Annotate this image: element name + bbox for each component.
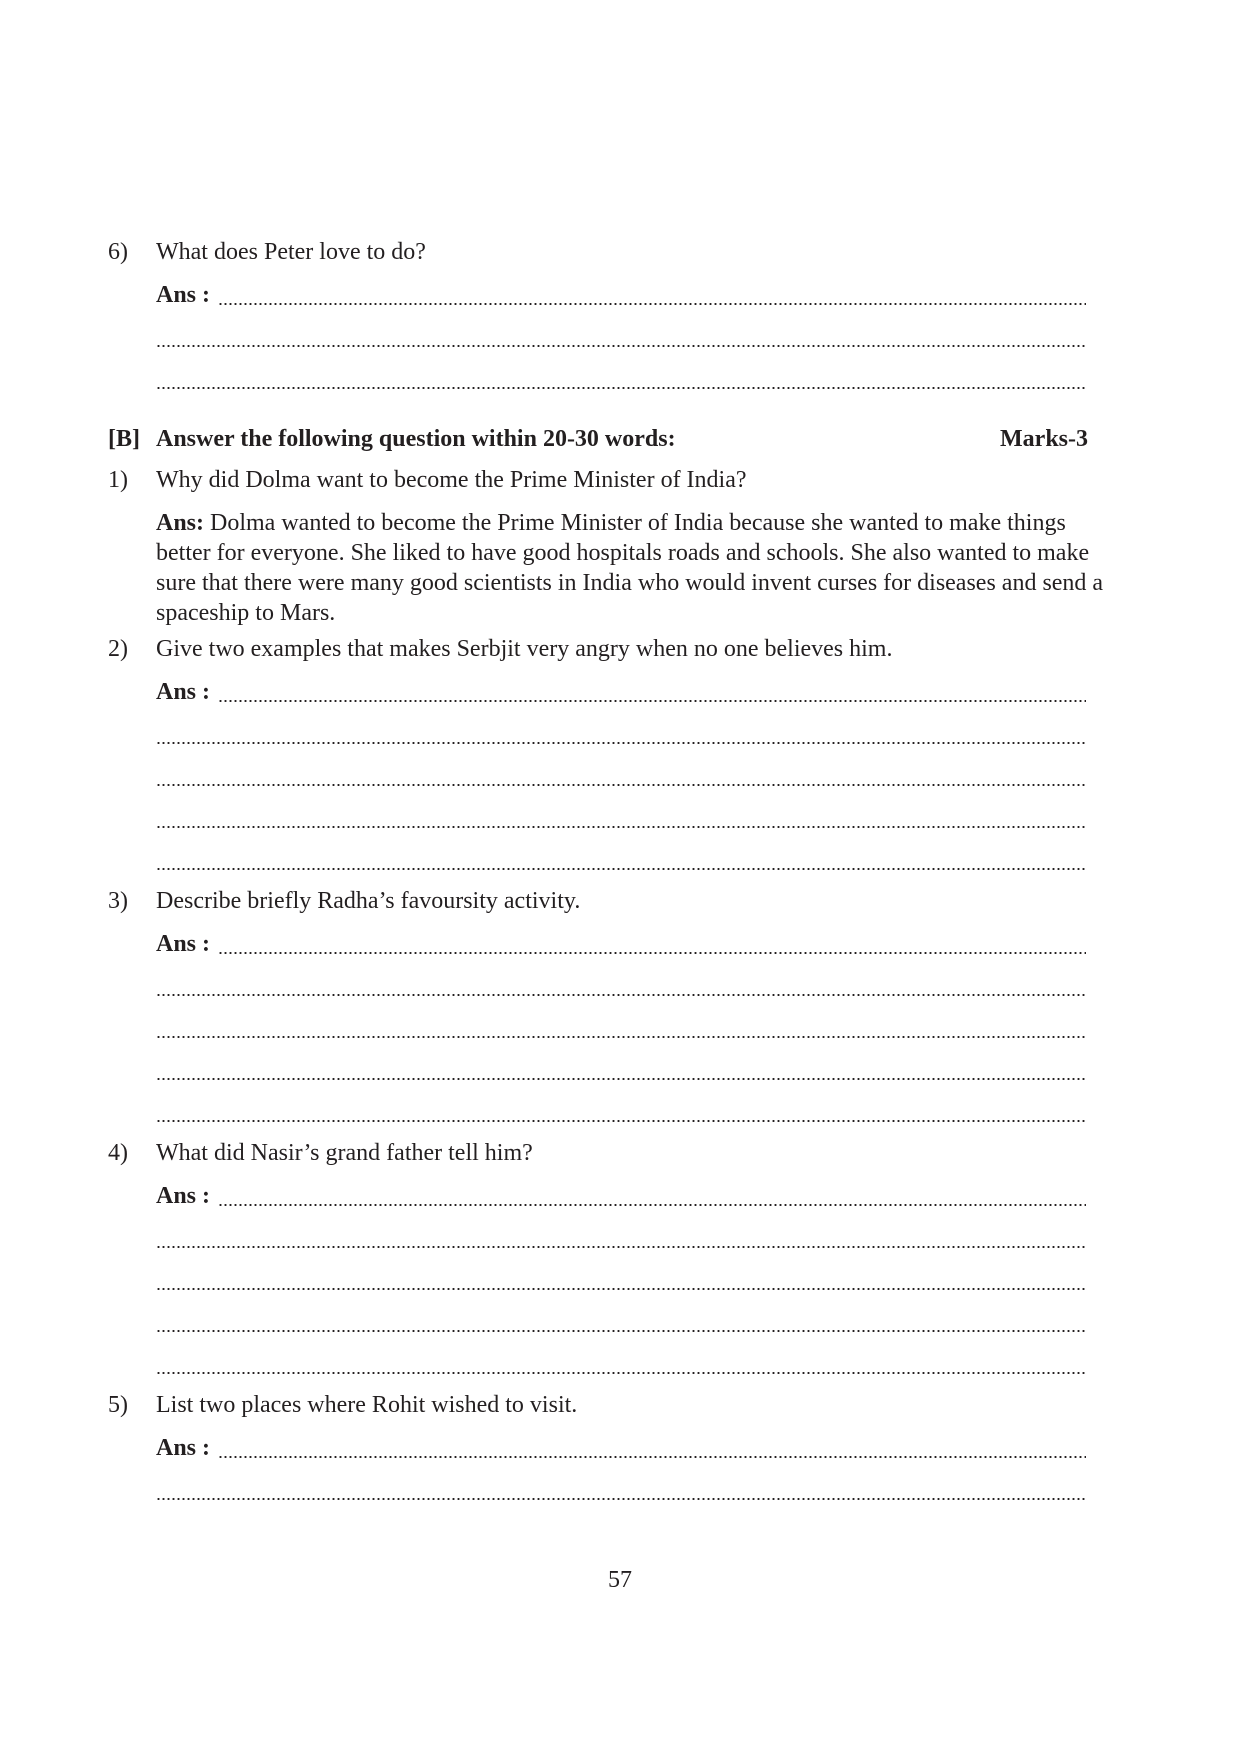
question-text: List two places where Rohit wished to visit. xyxy=(156,1392,578,1418)
answer-line[interactable] xyxy=(156,803,1086,833)
answer-line[interactable] xyxy=(156,1097,1086,1127)
question-number: 4) xyxy=(108,1140,128,1166)
answer-text: Dolma wanted to become the Prime Minister of India because she wanted to make things better for everyone. She liked to have good hospitals roads and schools. She also wanted to make sure that there were many good scientists in India who would invent curses for diseases and send a spaceship to Mars. xyxy=(156,510,1104,626)
dotted-line xyxy=(218,1456,1086,1458)
answer-paragraph xyxy=(156,508,1106,628)
answer-line[interactable] xyxy=(156,1265,1086,1295)
answer-line[interactable] xyxy=(156,364,1086,394)
question-number: 5) xyxy=(108,1392,128,1418)
answer-line[interactable] xyxy=(156,1055,1086,1085)
answer-line[interactable] xyxy=(156,677,1086,707)
answer-line[interactable] xyxy=(156,1307,1086,1337)
dotted-line xyxy=(218,303,1086,305)
answer-line[interactable] xyxy=(156,1349,1086,1379)
answer-line[interactable] xyxy=(156,322,1086,352)
dotted-line xyxy=(156,994,1086,996)
dotted-line xyxy=(156,1120,1086,1122)
dotted-line xyxy=(156,742,1086,744)
answer-line[interactable] xyxy=(156,845,1086,875)
question-text: Why did Dolma want to become the Prime Minister of India? xyxy=(156,467,747,493)
answer-label: Ans : xyxy=(156,1435,211,1461)
question-number: 2) xyxy=(108,636,128,662)
dotted-line xyxy=(156,1372,1086,1374)
answer-line[interactable] xyxy=(156,929,1086,959)
question-text: Give two examples that makes Serbjit very angry when no one believes him. xyxy=(156,636,893,662)
question-text: What did Nasir’s grand father tell him? xyxy=(156,1140,533,1166)
dotted-line xyxy=(156,1036,1086,1038)
answer-line[interactable] xyxy=(156,1013,1086,1043)
question-number: 1) xyxy=(108,467,128,493)
answer-label: Ans : xyxy=(156,282,211,308)
dotted-line xyxy=(156,1288,1086,1290)
dotted-line xyxy=(156,784,1086,786)
dotted-line xyxy=(156,345,1086,347)
section-marks: Marks-3 xyxy=(1000,426,1088,452)
question-number: 3) xyxy=(108,888,128,914)
question-text: Describe briefly Radha’s favoursity activity. xyxy=(156,888,581,914)
answer-line[interactable] xyxy=(156,761,1086,791)
answer-label: Ans : xyxy=(156,679,211,705)
dotted-line xyxy=(156,1246,1086,1248)
dotted-line xyxy=(218,1204,1086,1206)
page-number: 57 xyxy=(608,1567,632,1593)
answer-line[interactable] xyxy=(156,1181,1086,1211)
dotted-line xyxy=(218,952,1086,954)
answer-label: Ans : xyxy=(156,1183,211,1209)
answer-line[interactable] xyxy=(156,1475,1086,1505)
dotted-line xyxy=(156,826,1086,828)
answer-line[interactable] xyxy=(156,1223,1086,1253)
section-label: [B] xyxy=(108,426,140,452)
question-number: 6) xyxy=(108,239,128,265)
answer-line[interactable] xyxy=(156,280,1086,310)
dotted-line xyxy=(156,1498,1086,1500)
answer-label: Ans: xyxy=(156,510,205,536)
dotted-line xyxy=(156,1078,1086,1080)
dotted-line xyxy=(218,700,1086,702)
dotted-line xyxy=(156,1330,1086,1332)
dotted-line xyxy=(156,387,1086,389)
answer-line[interactable] xyxy=(156,971,1086,1001)
answer-line[interactable] xyxy=(156,1433,1086,1463)
answer-line[interactable] xyxy=(156,719,1086,749)
answer-label: Ans : xyxy=(156,931,211,957)
dotted-line xyxy=(156,868,1086,870)
section-title: Answer the following question within 20-30 words: xyxy=(156,426,676,452)
question-text: What does Peter love to do? xyxy=(156,239,426,265)
